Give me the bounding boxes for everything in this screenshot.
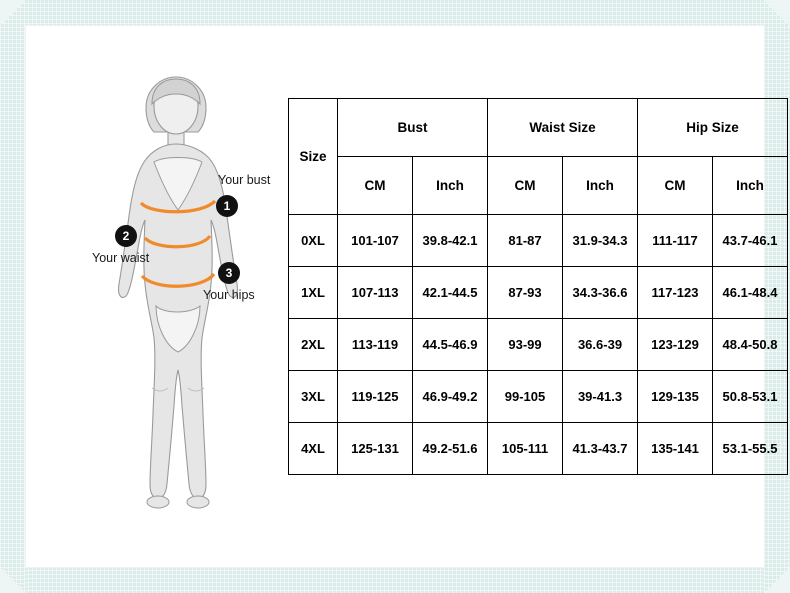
callout-label-bust: Your bust bbox=[218, 173, 271, 187]
callout-label-waist: Your waist bbox=[92, 251, 150, 265]
decorative-border-top bbox=[0, 0, 790, 26]
table-group-header-row bbox=[289, 99, 788, 157]
header-waist-cm: CM bbox=[488, 157, 563, 215]
header-group-bust: Bust bbox=[338, 99, 488, 157]
cell-waist-cm: 99-105 bbox=[488, 371, 563, 423]
header-size: Size bbox=[289, 99, 338, 215]
cell-hip-inch: 46.1-48.4 bbox=[713, 267, 788, 319]
header-hip-cm: CM bbox=[638, 157, 713, 215]
decorative-border-left bbox=[0, 0, 26, 593]
cell-bust-inch: 42.1-44.5 bbox=[413, 267, 488, 319]
cell-hip-cm: 129-135 bbox=[638, 371, 713, 423]
cell-hip-cm: 123-129 bbox=[638, 319, 713, 371]
table-row bbox=[289, 371, 788, 423]
cell-hip-inch: 48.4-50.8 bbox=[713, 319, 788, 371]
cell-hip-cm: 111-117 bbox=[638, 215, 713, 267]
table-unit-header-row bbox=[289, 157, 788, 215]
cell-size: 2XL bbox=[289, 319, 338, 371]
cell-bust-inch: 49.2-51.6 bbox=[413, 423, 488, 475]
cell-bust-cm: 125-131 bbox=[338, 423, 413, 475]
cell-hip-inch: 43.7-46.1 bbox=[713, 215, 788, 267]
corner-fold-top-left bbox=[0, 0, 26, 26]
header-group-waist: Waist Size bbox=[488, 99, 638, 157]
cell-waist-cm: 81-87 bbox=[488, 215, 563, 267]
cell-waist-inch: 36.6-39 bbox=[563, 319, 638, 371]
cell-waist-inch: 41.3-43.7 bbox=[563, 423, 638, 475]
cell-bust-inch: 44.5-46.9 bbox=[413, 319, 488, 371]
corner-fold-top-right bbox=[764, 0, 790, 26]
cell-size: 3XL bbox=[289, 371, 338, 423]
cell-hip-cm: 117-123 bbox=[638, 267, 713, 319]
cell-waist-cm: 87-93 bbox=[488, 267, 563, 319]
cell-hip-inch: 50.8-53.1 bbox=[713, 371, 788, 423]
cell-bust-inch: 46.9-49.2 bbox=[413, 371, 488, 423]
table-row bbox=[289, 267, 788, 319]
cell-bust-cm: 113-119 bbox=[338, 319, 413, 371]
cell-bust-inch: 39.8-42.1 bbox=[413, 215, 488, 267]
callout-badge-2: 2 bbox=[115, 225, 137, 247]
callout-badge-1: 1 bbox=[216, 195, 238, 217]
cell-size: 1XL bbox=[289, 267, 338, 319]
callout-badge-3: 3 bbox=[218, 262, 240, 284]
cell-waist-inch: 39-41.3 bbox=[563, 371, 638, 423]
cell-bust-cm: 119-125 bbox=[338, 371, 413, 423]
header-hip-inch: Inch bbox=[713, 157, 788, 215]
cell-waist-inch: 34.3-36.6 bbox=[563, 267, 638, 319]
cell-size: 0XL bbox=[289, 215, 338, 267]
header-bust-inch: Inch bbox=[413, 157, 488, 215]
body-figure bbox=[90, 70, 280, 510]
size-chart-table bbox=[288, 98, 788, 475]
cell-waist-inch: 31.9-34.3 bbox=[563, 215, 638, 267]
table-row bbox=[289, 215, 788, 267]
cell-hip-inch: 53.1-55.5 bbox=[713, 423, 788, 475]
table-row bbox=[289, 319, 788, 371]
cell-waist-cm: 93-99 bbox=[488, 319, 563, 371]
corner-fold-bottom-left bbox=[0, 567, 26, 593]
cell-size: 4XL bbox=[289, 423, 338, 475]
callout-label-hips: Your hips bbox=[203, 288, 255, 302]
cell-hip-cm: 135-141 bbox=[638, 423, 713, 475]
header-group-hip: Hip Size bbox=[638, 99, 788, 157]
header-waist-inch: Inch bbox=[563, 157, 638, 215]
cell-bust-cm: 107-113 bbox=[338, 267, 413, 319]
corner-fold-bottom-right bbox=[764, 567, 790, 593]
decorative-border-bottom bbox=[0, 567, 790, 593]
cell-bust-cm: 101-107 bbox=[338, 215, 413, 267]
table-row bbox=[289, 423, 788, 475]
header-bust-cm: CM bbox=[338, 157, 413, 215]
cell-waist-cm: 105-111 bbox=[488, 423, 563, 475]
